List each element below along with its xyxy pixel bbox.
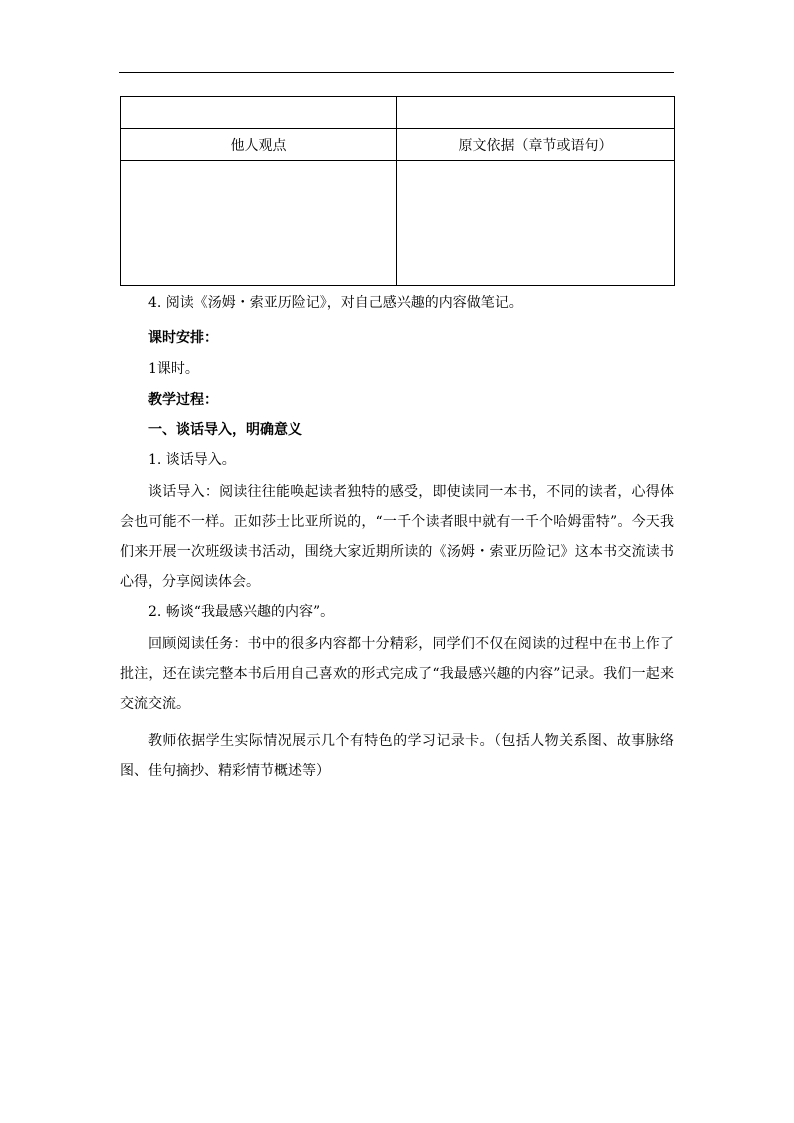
table-cell — [397, 97, 675, 129]
task-item-4: 4. 阅读《汤姆・索亚历险记》，对自己感兴趣的内容做笔记。 — [148, 295, 523, 311]
table-row — [121, 161, 675, 286]
table-header-others-view: 他人观点 — [121, 129, 397, 161]
schedule-heading: 课时安排： — [148, 330, 218, 346]
step-paragraph: 回顾阅读任务：书中的很多内容都十分精彩，同学们不仅在阅读的过程中在书上作了批注，还在读完整本书后用自己喜欢的形式完成了“我最感兴趣的内容”记录。我们一起来交流交流。 — [120, 636, 674, 712]
table-row — [121, 97, 675, 129]
step-paragraph: 谈话导入：阅读往往能唤起读者独特的感受，即使读同一本书，不同的读者，心得体会也可能不一样。正如莎士比亚所说的，“一千个读者眼中就有一千个哈姆雷特”。今天我们来开展一次班级读书活动，围绕大家近期所读的《汤姆・索亚历险记》这本书交流读书心得，分享阅读体会。 — [120, 484, 674, 590]
schedule-value: 1课时。 — [148, 361, 199, 377]
step-title: 1. 谈话导入。 — [148, 452, 236, 468]
header-rule — [119, 72, 674, 73]
step-paragraph: 教师依据学生实际情况展示几个有特色的学习记录卡。（包括人物关系图、故事脉络图、佳句摘抄、精彩情节概述等） — [120, 733, 674, 779]
section-heading: 一、谈话导入，明确意义 — [148, 422, 302, 438]
process-heading: 教学过程： — [148, 392, 218, 408]
table-cell — [121, 161, 397, 286]
table-header-text-evidence: 原文依据（章节或语句） — [397, 129, 675, 161]
table-cell — [121, 97, 397, 129]
table-header-row — [121, 129, 675, 161]
opinion-table — [120, 96, 675, 286]
step-title: 2. 畅谈“我最感兴趣的内容”。 — [148, 604, 335, 620]
table-cell — [397, 161, 675, 286]
